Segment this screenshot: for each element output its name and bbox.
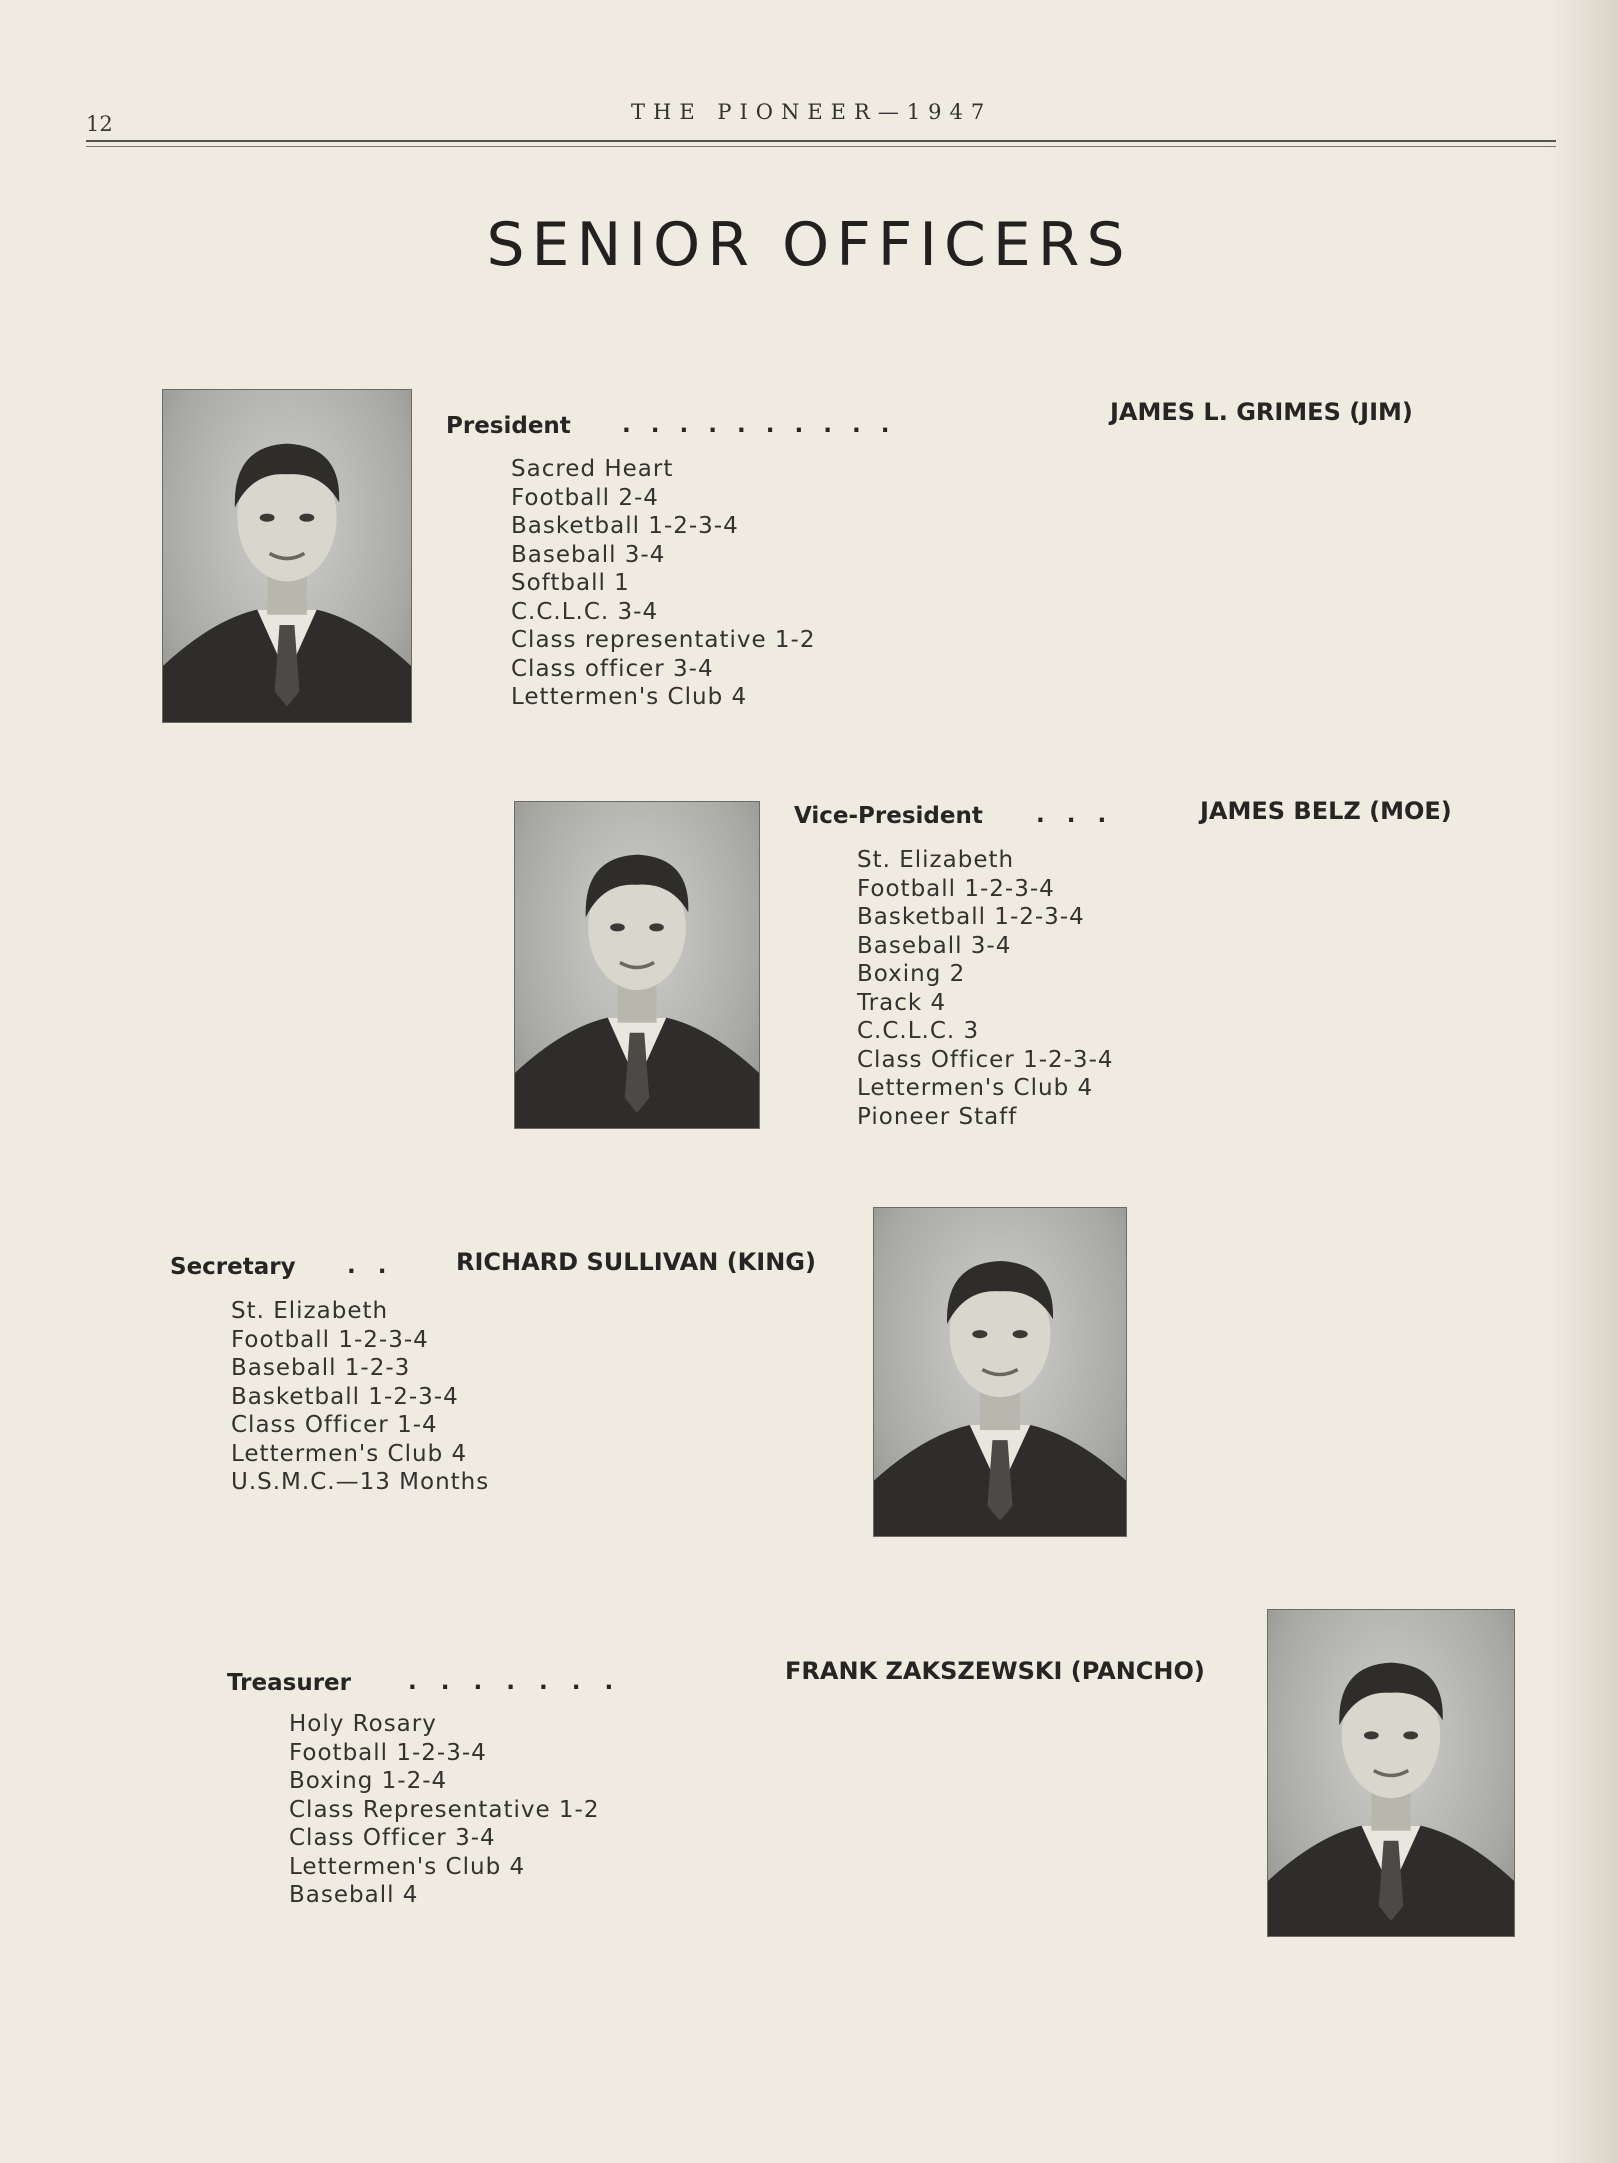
page-edge-shadow (1548, 0, 1618, 2163)
photo-secretary (874, 1208, 1126, 1536)
activity-item: Football 1-2-3-4 (289, 1739, 487, 1766)
activity-item: Pioneer Staff (857, 1103, 1018, 1130)
activity-item: Holy Rosary (289, 1711, 437, 1737)
officer-name-secretary: RICHARD SULLIVAN (KING) (456, 1248, 816, 1276)
activity-item: Softball 1 (511, 570, 630, 596)
activity-item: Baseball 4 (289, 1882, 419, 1908)
page-number: 12 (86, 112, 113, 136)
activity-item: Sacred Heart (511, 456, 674, 482)
officer-name-treasurer: FRANK ZAKSZEWSKI (PANCHO) (785, 1657, 1205, 1685)
activity-item: Class Officer 3-4 (289, 1825, 496, 1851)
photo-president (163, 390, 411, 722)
activity-item: Baseball 3-4 (511, 541, 666, 568)
activity-item: Basketball 1-2-3-4 (857, 904, 1085, 930)
activity-item: Lettermen's Club 4 (857, 1075, 1094, 1101)
activity-item: Boxing 1-2-4 (289, 1768, 448, 1794)
leader-dots: . . . . . . . (408, 1669, 614, 1695)
leader-dots: . . . (1036, 802, 1107, 828)
activity-item: Baseball 3-4 (857, 932, 1012, 959)
activity-item: Track 4 (857, 989, 947, 1016)
leader-dots: . . . . . . . . . . (622, 412, 890, 438)
activity-item: Lettermen's Club 4 (231, 1440, 468, 1467)
activity-list-vice-president (857, 846, 1114, 1131)
officer-name-vice-president: JAMES BELZ (MOE) (1200, 797, 1452, 825)
header-rule-thin (86, 146, 1556, 147)
activity-item: Class officer 3-4 (511, 655, 714, 682)
activity-list-secretary (231, 1297, 489, 1497)
activity-item: Football 1-2-3-4 (857, 875, 1055, 902)
activity-item: Class Representative 1-2 (289, 1796, 600, 1823)
role-label-secretary: Secretary (170, 1254, 296, 1280)
activity-item: Football 2-4 (511, 484, 659, 511)
activity-item: Class Officer 1-4 (231, 1412, 438, 1438)
activity-item: Basketball 1-2-3-4 (511, 513, 739, 539)
activity-item: Class representative 1-2 (511, 627, 816, 653)
leader-dots: . . (347, 1253, 387, 1279)
activity-item: Lettermen's Club 4 (289, 1853, 526, 1880)
activity-item: C.C.L.C. 3 (857, 1018, 980, 1044)
photo-treasurer (1268, 1610, 1514, 1936)
activity-item: Baseball 1-2-3 (231, 1355, 411, 1381)
activity-item: C.C.L.C. 3-4 (511, 598, 659, 625)
activity-item: St. Elizabeth (231, 1298, 389, 1324)
role-label-vice-president: Vice-President (794, 803, 983, 829)
header-rule (86, 140, 1556, 142)
role-label-treasurer: Treasurer (227, 1670, 351, 1696)
activity-item: U.S.M.C.—13 Months (231, 1469, 490, 1495)
activity-list-treasurer (289, 1710, 600, 1910)
running-title: THE PIONEER—1947 (631, 100, 993, 124)
activity-item: St. Elizabeth (857, 847, 1015, 873)
activity-item: Football 1-2-3-4 (231, 1326, 429, 1353)
activity-list-president (511, 455, 816, 712)
activity-item: Class Officer 1-2-3-4 (857, 1046, 1114, 1073)
page-header (86, 98, 1556, 148)
activity-item: Basketball 1-2-3-4 (231, 1383, 459, 1410)
activity-item: Lettermen's Club 4 (511, 684, 748, 710)
photo-vice-president (515, 802, 759, 1128)
officer-name-president: JAMES L. GRIMES (JIM) (1110, 398, 1413, 426)
page-title: SENIOR OFFICERS (486, 210, 1132, 280)
role-label-president: President (446, 413, 571, 439)
activity-item: Boxing 2 (857, 961, 966, 987)
